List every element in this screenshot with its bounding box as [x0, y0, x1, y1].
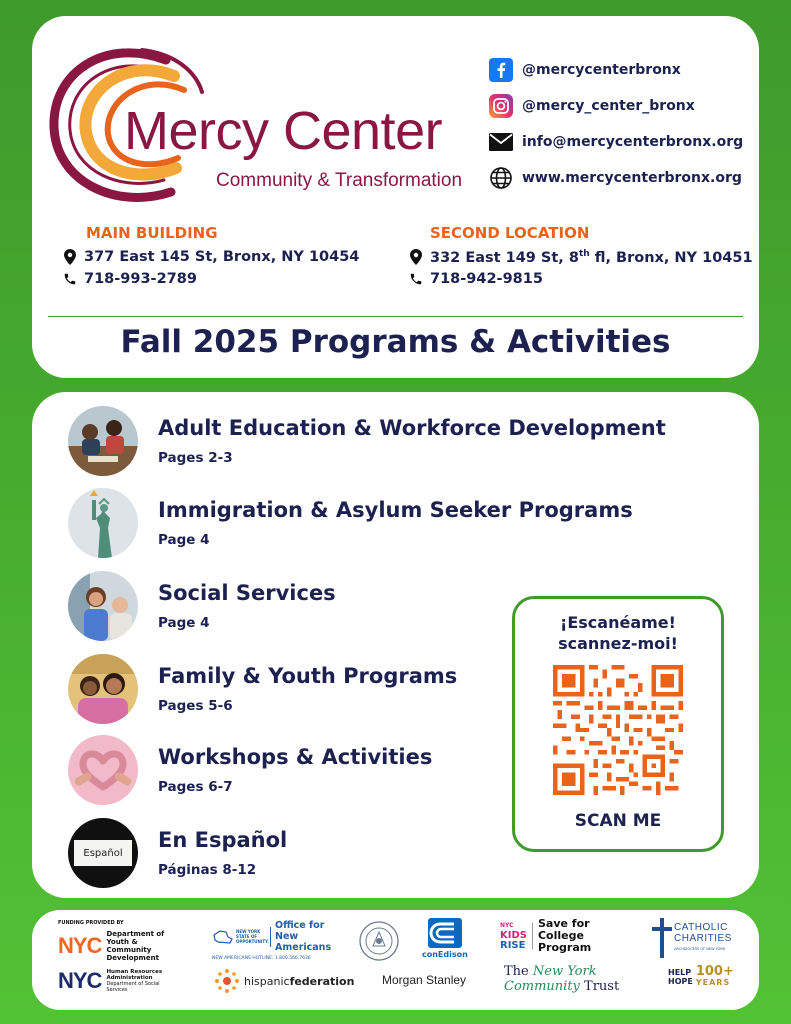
main-phone-row[interactable] — [62, 268, 359, 290]
federation-text: federation — [289, 974, 355, 988]
header-divider — [48, 316, 743, 317]
second-phone-row[interactable] — [408, 268, 753, 290]
nys-tagline: NEW YORK STATE OF OPPORTUNITY. — [236, 929, 269, 944]
program-title: Adult Education & Workforce Development — [158, 416, 666, 440]
espanol-sign-text: Español — [74, 840, 132, 866]
page-title: Fall 2025 Programs & Activities — [120, 324, 671, 360]
contact-list — [488, 52, 743, 196]
nyct-new-york: New York — [532, 964, 597, 979]
second-location — [408, 224, 753, 290]
globe-icon — [488, 165, 514, 191]
conedison-logo — [422, 918, 468, 959]
qr-line-french: scannez-moi! — [558, 634, 678, 653]
conedison-text: conEdison — [422, 950, 468, 959]
org-name: Mercy Center — [124, 101, 443, 161]
nyct-the: The — [504, 964, 529, 979]
nyc-council-seal — [358, 920, 400, 962]
program-title: Family & Youth Programs — [158, 664, 458, 688]
hundred-plus-text: 100+ — [695, 964, 734, 979]
second-phone: 718-942-9815 — [430, 271, 543, 287]
rise-text: RISE — [500, 940, 526, 951]
qr-line-spanish: ¡Escanéame! — [560, 613, 676, 632]
sunburst-icon — [214, 968, 240, 994]
help-text: HELP — [668, 968, 692, 977]
hispanic-federation-logo — [214, 968, 354, 994]
second-address: 332 East 149 St, 8th fl, Bronx, NY 10451 — [430, 248, 753, 266]
program-title: Workshops & Activities — [158, 745, 433, 769]
facebook-link[interactable] — [488, 52, 743, 88]
program-title: Social Services — [158, 581, 336, 605]
social-services-photo — [68, 571, 138, 641]
qr-code[interactable] — [553, 665, 683, 795]
100-years-badge — [668, 966, 734, 988]
program-pages: Page 4 — [158, 615, 210, 631]
adult-education-photo — [68, 406, 138, 476]
program-title: Immigration & Asylum Seeker Programs — [158, 498, 633, 522]
second-location-title: SECOND LOCATION — [430, 224, 590, 242]
nys-hotline: NEW AMERICANS HOTLINE: 1.800.566.7636 — [212, 956, 311, 961]
header-card — [32, 16, 759, 378]
program-item[interactable] — [68, 654, 457, 724]
program-item[interactable] — [68, 818, 287, 888]
phone-icon — [408, 272, 424, 286]
instagram-icon — [488, 93, 514, 119]
city-seal-icon — [358, 920, 400, 962]
website-link[interactable] — [488, 160, 743, 196]
hispanic-text: hispanic — [244, 974, 290, 988]
program-pages: Pages 2-3 — [158, 450, 233, 466]
nyct-community: Community — [504, 979, 580, 994]
program-pages: Page 4 — [158, 532, 210, 548]
nyc-dycd-logo — [58, 920, 178, 962]
nyc-hra-logo — [58, 968, 176, 994]
map-pin-icon — [62, 249, 78, 265]
website-url: www.mercycenterbronx.org — [522, 170, 742, 186]
main-address: 377 East 145 St, Bronx, NY 10454 — [84, 249, 360, 265]
hope-text: HOPE — [668, 977, 693, 986]
catholic-charities-logo — [652, 918, 732, 958]
program-item[interactable] — [68, 571, 336, 641]
program-title: En Español — [158, 828, 288, 852]
morgan-stanley-text: Morgan Stanley — [382, 973, 467, 987]
program-item[interactable] — [68, 488, 633, 558]
cross-icon — [652, 918, 672, 958]
facebook-icon — [488, 57, 514, 83]
dycd-text: Department of Youth & Community Development — [106, 930, 165, 962]
catholic-text: CATHOLIC — [674, 921, 728, 933]
main-address-row — [62, 246, 359, 268]
archdiocese-text: ARCHDIOCESE OF NEW YORK — [674, 946, 726, 951]
nyct-trust: Trust — [584, 979, 620, 994]
kids-text: KIDS — [500, 930, 527, 941]
map-pin-icon — [408, 249, 424, 265]
programs-card — [32, 392, 759, 898]
main-building — [62, 224, 359, 290]
program-pages: Pages 6-7 — [158, 779, 233, 795]
program-pages: Pages 5-6 — [158, 698, 233, 714]
org-tagline: Community & Transformation — [216, 170, 463, 191]
workshops-hearts-photo — [68, 735, 138, 805]
email-link[interactable] — [488, 124, 743, 160]
funders-card — [32, 910, 759, 1010]
morgan-stanley-logo — [382, 973, 466, 987]
mercy-center-logo — [46, 32, 466, 212]
scan-me-label: SCAN ME — [574, 811, 662, 831]
conedison-icon — [426, 918, 464, 948]
hra-title: Human Resources Administration — [106, 969, 163, 981]
nys-new-americans-logo — [212, 920, 347, 961]
ny-community-trust-logo — [504, 964, 619, 994]
main-phone: 718-993-2789 — [84, 271, 197, 287]
nyc-kids-rise-logo — [500, 918, 638, 954]
funded-by-label: FUNDING PROVIDED BY — [58, 920, 124, 926]
email-address: info@mercycenterbronx.org — [522, 134, 744, 150]
instagram-link[interactable] — [488, 88, 743, 124]
instagram-handle: @mercy_center_bronx — [522, 98, 695, 114]
statue-of-liberty-photo — [68, 488, 138, 558]
program-item[interactable] — [68, 406, 666, 476]
family-youth-photo — [68, 654, 138, 724]
program-item[interactable] — [68, 735, 432, 805]
facebook-handle: @mercycenterbronx — [522, 62, 681, 78]
nyc-wordmark: NYC — [58, 968, 102, 993]
phone-icon — [62, 272, 78, 286]
years-text: YEARS — [695, 978, 731, 987]
hra-subtitle: Department of Social Services — [106, 981, 160, 993]
nyc-wordmark: NYC — [58, 933, 102, 958]
second-address-row — [408, 246, 753, 268]
qr-panel — [512, 596, 724, 852]
program-pages: Páginas 8-12 — [158, 862, 257, 878]
nys-office: Office for New Americans — [275, 920, 332, 953]
email-icon — [488, 129, 514, 155]
kids-rise-nyc: NYC — [500, 922, 514, 929]
save-for-college-text: Save for College Program — [537, 917, 592, 954]
charities-text: CHARITIES — [674, 932, 732, 944]
main-building-title: MAIN BUILDING — [86, 224, 218, 242]
new-york-state-icon — [212, 929, 234, 945]
espanol-sign-photo — [68, 818, 138, 888]
